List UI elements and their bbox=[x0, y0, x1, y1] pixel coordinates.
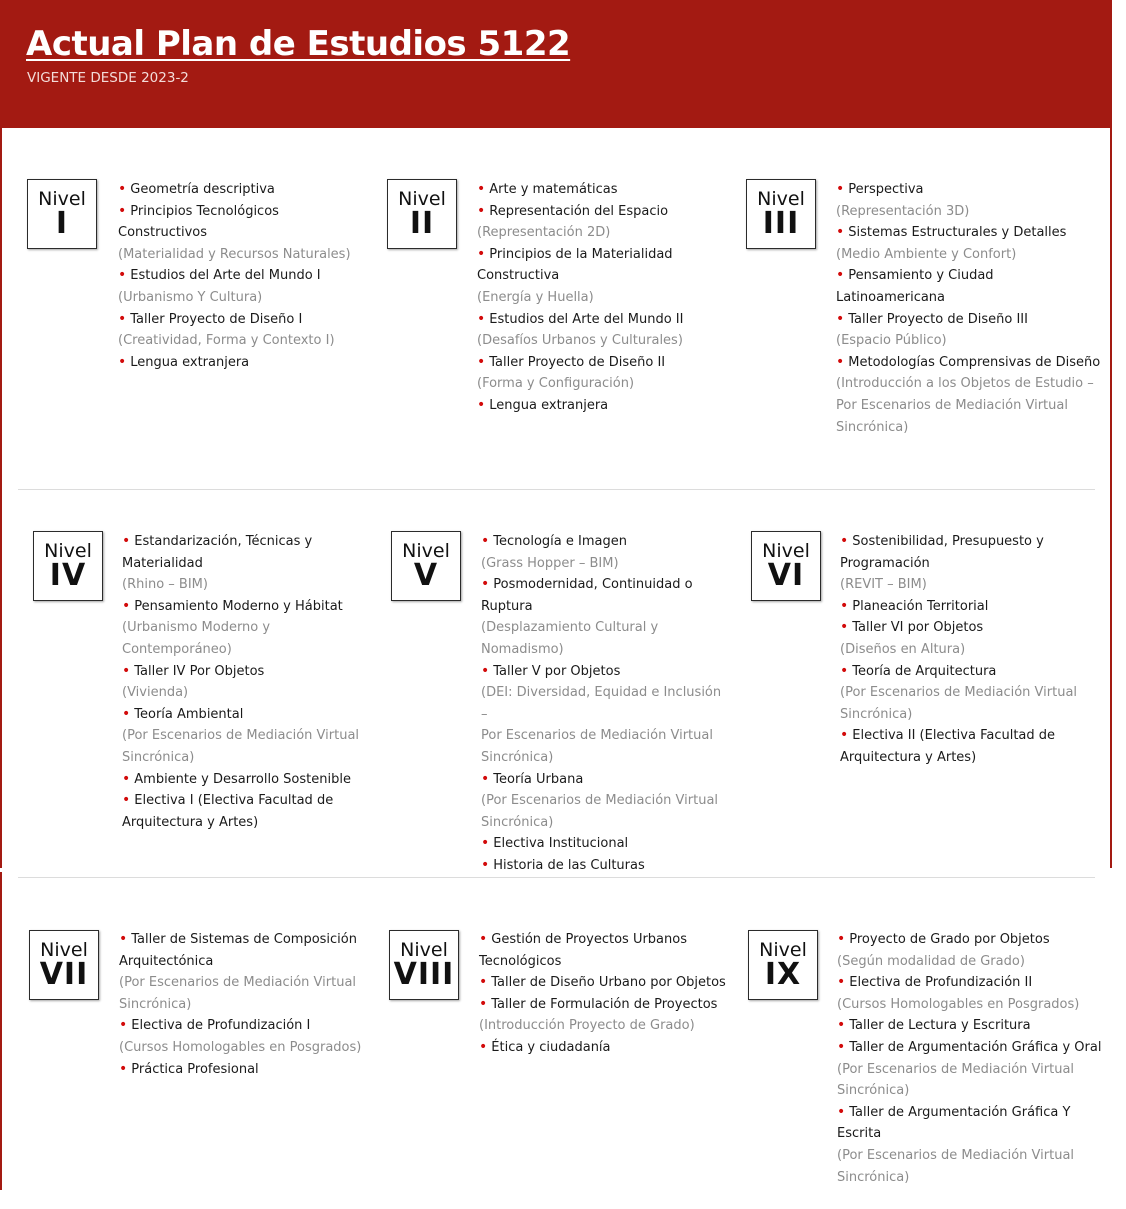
course-note bbox=[837, 1167, 1105, 1189]
course-item bbox=[118, 201, 368, 244]
course-item bbox=[122, 661, 367, 683]
course-text: Electiva de Profundización II bbox=[849, 975, 1033, 991]
course-item bbox=[840, 553, 1095, 575]
bullet-icon: • bbox=[481, 835, 490, 852]
bullet-icon: • bbox=[122, 662, 131, 679]
course-text: Taller Proyecto de Diseño II bbox=[489, 354, 666, 370]
course-note bbox=[122, 682, 367, 704]
course-text: (Urbanismo Moderno y bbox=[122, 620, 271, 636]
course-text: Planeación Territorial bbox=[852, 598, 989, 614]
course-text: (Grass Hopper – BIM) bbox=[481, 555, 619, 571]
bullet-icon: • bbox=[836, 310, 845, 327]
course-item bbox=[477, 395, 727, 417]
level-word: Nivel bbox=[762, 540, 810, 562]
course-item bbox=[118, 352, 368, 374]
course-list bbox=[840, 531, 1095, 769]
level-numeral: VIII bbox=[393, 957, 455, 992]
course-note bbox=[481, 725, 731, 747]
course-note bbox=[477, 373, 727, 395]
course-text: Sincrónica) bbox=[481, 814, 554, 830]
bullet-icon: • bbox=[122, 792, 131, 809]
course-text: (REVIT – BIM) bbox=[840, 577, 927, 593]
course-list bbox=[836, 179, 1104, 438]
course-text: Programación bbox=[840, 555, 930, 571]
course-text: Taller de Lectura y Escritura bbox=[849, 1018, 1031, 1034]
course-text: Taller Proyecto de Diseño I bbox=[130, 311, 303, 327]
course-note bbox=[477, 222, 727, 244]
course-text: Taller de Argumentación Gráfica Y bbox=[849, 1104, 1071, 1120]
level-numeral: I bbox=[55, 206, 69, 241]
course-text: (Representación 3D) bbox=[836, 203, 970, 219]
course-text: (Energía y Huella) bbox=[477, 289, 594, 305]
course-item bbox=[122, 790, 367, 812]
course-item bbox=[477, 201, 727, 223]
course-note bbox=[118, 330, 368, 352]
course-text: Electiva I (Electiva Facultad de bbox=[134, 793, 334, 809]
course-text: Sincrónica) bbox=[481, 749, 554, 765]
bullet-icon: • bbox=[118, 181, 127, 197]
course-text: Taller IV Por Objetos bbox=[134, 663, 265, 679]
level-badge bbox=[33, 531, 103, 601]
course-text: (Por Escenarios de Mediación Virtual bbox=[840, 685, 1078, 701]
frame-left-line-lower bbox=[0, 872, 2, 1190]
course-text: (Espacio Público) bbox=[836, 333, 947, 349]
course-note bbox=[122, 617, 367, 639]
level-numeral: II bbox=[409, 206, 435, 241]
bullet-icon: • bbox=[481, 856, 490, 873]
bullet-icon: • bbox=[118, 202, 127, 219]
course-item bbox=[118, 265, 368, 287]
course-text: (Forma y Configuración) bbox=[477, 376, 635, 392]
course-text: Arquitectónica bbox=[119, 953, 214, 969]
bullet-icon: • bbox=[481, 533, 490, 549]
course-note bbox=[837, 951, 1105, 973]
course-item bbox=[479, 1037, 729, 1059]
course-item bbox=[479, 994, 729, 1016]
course-item bbox=[477, 352, 727, 374]
course-text: (Vivienda) bbox=[122, 685, 189, 701]
course-text: Taller de Sistemas de Composición bbox=[131, 932, 357, 947]
bullet-icon: • bbox=[119, 1060, 128, 1077]
bullet-icon: • bbox=[477, 181, 486, 197]
bullet-icon: • bbox=[481, 576, 490, 593]
bullet-icon: • bbox=[840, 533, 849, 549]
bullet-icon: • bbox=[118, 353, 127, 370]
bullet-icon: • bbox=[119, 1017, 128, 1034]
course-text: Perspectiva bbox=[848, 182, 924, 197]
course-item bbox=[119, 929, 369, 951]
course-text: Principios de la Materialidad bbox=[489, 246, 673, 262]
course-text: Arquitectura y Artes) bbox=[840, 749, 977, 765]
bullet-icon: • bbox=[477, 245, 486, 262]
course-text: Constructiva bbox=[477, 268, 560, 284]
course-list bbox=[119, 929, 369, 1080]
page-title: Actual Plan de Estudios 5122 bbox=[26, 24, 571, 64]
course-text: Sistemas Estructurales y Detalles bbox=[848, 225, 1067, 241]
course-note bbox=[481, 790, 731, 812]
level-numeral: IX bbox=[764, 957, 802, 992]
bullet-icon: • bbox=[479, 974, 488, 991]
bullet-icon: • bbox=[837, 1038, 846, 1055]
course-item bbox=[479, 929, 729, 951]
course-note bbox=[840, 574, 1095, 596]
course-list bbox=[481, 531, 731, 877]
course-item bbox=[836, 287, 1104, 309]
course-text: Por Escenarios de Mediación Virtual bbox=[836, 397, 1068, 413]
course-item bbox=[479, 972, 729, 994]
course-text: Taller Proyecto de Diseño III bbox=[848, 311, 1028, 327]
course-text: (Creatividad, Forma y Contexto I) bbox=[118, 333, 335, 349]
course-text: (Desplazamiento Cultural y bbox=[481, 620, 659, 636]
course-note bbox=[836, 201, 1104, 223]
course-note bbox=[837, 1059, 1105, 1081]
course-item bbox=[119, 1059, 369, 1081]
course-item bbox=[837, 929, 1105, 951]
course-text: Latinoamericana bbox=[836, 289, 946, 305]
course-item bbox=[837, 1015, 1105, 1037]
course-text: Electiva de Profundización I bbox=[131, 1018, 311, 1034]
course-text: Estandarización, Técnicas y bbox=[134, 534, 313, 549]
bullet-icon: • bbox=[479, 931, 488, 947]
course-list bbox=[118, 179, 368, 373]
course-text: Taller VI por Objetos bbox=[852, 620, 984, 636]
bullet-icon: • bbox=[122, 597, 131, 614]
course-item bbox=[837, 972, 1105, 994]
course-note bbox=[122, 725, 367, 747]
course-text: Sincrónica) bbox=[122, 749, 195, 765]
course-item bbox=[477, 265, 727, 287]
course-item bbox=[119, 1015, 369, 1037]
course-text: Pensamiento Moderno y Hábitat bbox=[134, 598, 343, 614]
bullet-icon: • bbox=[122, 770, 131, 787]
course-note bbox=[118, 287, 368, 309]
page-subtitle: VIGENTE DESDE 2023-2 bbox=[27, 70, 189, 86]
course-item bbox=[477, 179, 727, 201]
course-text: Estudios del Arte del Mundo II bbox=[489, 311, 684, 327]
course-text: Lengua extranjera bbox=[130, 354, 250, 370]
course-item bbox=[122, 704, 367, 726]
course-item bbox=[836, 309, 1104, 331]
course-item bbox=[840, 725, 1095, 747]
course-item bbox=[122, 553, 367, 575]
course-note bbox=[840, 639, 1095, 661]
course-note bbox=[481, 812, 731, 834]
course-text: Representación del Espacio bbox=[489, 203, 669, 219]
bullet-icon: • bbox=[118, 310, 127, 327]
level-numeral: V bbox=[413, 558, 439, 593]
course-note bbox=[836, 373, 1104, 395]
course-note bbox=[122, 574, 367, 596]
course-text: (Introducción Proyecto de Grado) bbox=[479, 1018, 695, 1034]
bullet-icon: • bbox=[836, 181, 845, 197]
course-text: Historia de las Culturas bbox=[493, 857, 645, 873]
course-item bbox=[119, 951, 369, 973]
level-word: Nivel bbox=[398, 188, 446, 210]
course-item bbox=[836, 352, 1104, 374]
course-text: Geometría descriptiva bbox=[130, 182, 275, 197]
course-item bbox=[836, 179, 1104, 201]
frame-left-line bbox=[0, 128, 2, 868]
course-item bbox=[118, 179, 368, 201]
course-text: (Medio Ambiente y Confort) bbox=[836, 246, 1017, 262]
course-text: (Diseños en Altura) bbox=[840, 641, 966, 657]
level-word: Nivel bbox=[757, 188, 805, 210]
course-item bbox=[840, 617, 1095, 639]
course-text: (Por Escenarios de Mediación Virtual bbox=[122, 728, 360, 744]
course-note bbox=[119, 1037, 369, 1059]
course-text: Sincrónica) bbox=[837, 1083, 910, 1099]
course-text: Sostenibilidad, Presupuesto y bbox=[852, 534, 1044, 549]
course-note bbox=[481, 553, 731, 575]
course-text: Electiva II (Electiva Facultad de bbox=[852, 728, 1056, 744]
course-text: Arquitectura y Artes) bbox=[122, 814, 259, 830]
course-note bbox=[840, 682, 1095, 704]
bullet-icon: • bbox=[836, 224, 845, 241]
course-text: Práctica Profesional bbox=[131, 1061, 259, 1077]
course-list bbox=[479, 929, 729, 1059]
course-text: Taller V por Objetos bbox=[493, 663, 621, 679]
level-numeral: IV bbox=[49, 558, 87, 593]
course-text: Principios Tecnológicos Constructivos bbox=[118, 203, 279, 241]
bullet-icon: • bbox=[840, 662, 849, 679]
bullet-icon: • bbox=[840, 597, 849, 614]
course-text: Pensamiento y Ciudad bbox=[848, 268, 994, 284]
course-text: Sincrónica) bbox=[840, 706, 913, 722]
course-note bbox=[836, 244, 1104, 266]
header-banner bbox=[0, 0, 1112, 128]
course-text: (Por Escenarios de Mediación Virtual bbox=[119, 975, 357, 991]
course-text: Materialidad bbox=[122, 555, 203, 571]
level-word: Nivel bbox=[44, 540, 92, 562]
course-text: (Por Escenarios de Mediación Virtual bbox=[837, 1147, 1075, 1163]
bullet-icon: • bbox=[477, 396, 486, 413]
level-word: Nivel bbox=[759, 939, 807, 961]
divider bbox=[18, 489, 1095, 490]
course-item bbox=[481, 574, 731, 596]
course-text: (Urbanismo Y Cultura) bbox=[118, 289, 263, 305]
course-list bbox=[122, 531, 367, 833]
course-note bbox=[837, 1145, 1105, 1167]
course-text: Gestión de Proyectos Urbanos bbox=[491, 932, 687, 947]
course-note bbox=[837, 994, 1105, 1016]
course-text: (Materialidad y Recursos Naturales) bbox=[118, 246, 351, 262]
bullet-icon: • bbox=[837, 1103, 846, 1120]
course-text: Tecnológicos bbox=[479, 953, 562, 969]
bullet-icon: • bbox=[479, 995, 488, 1012]
course-note bbox=[840, 704, 1095, 726]
bullet-icon: • bbox=[481, 662, 490, 679]
course-text: (Representación 2D) bbox=[477, 225, 611, 241]
course-note bbox=[477, 330, 727, 352]
course-list bbox=[837, 929, 1105, 1188]
course-note bbox=[836, 395, 1104, 417]
course-text: Teoría Urbana bbox=[493, 771, 584, 787]
course-item bbox=[840, 596, 1095, 618]
course-text: Por Escenarios de Mediación Virtual bbox=[481, 728, 713, 744]
bullet-icon: • bbox=[477, 310, 486, 327]
course-item bbox=[836, 265, 1104, 287]
course-item bbox=[481, 596, 731, 618]
course-note bbox=[479, 1015, 729, 1037]
level-numeral: VII bbox=[39, 957, 89, 992]
course-text: Ambiente y Desarrollo Sostenible bbox=[134, 771, 351, 787]
course-note bbox=[481, 617, 731, 639]
course-text: (Por Escenarios de Mediación Virtual bbox=[481, 793, 719, 809]
level-badge bbox=[746, 179, 816, 249]
course-text: Lengua extranjera bbox=[489, 397, 609, 413]
level-badge bbox=[391, 531, 461, 601]
course-item bbox=[840, 661, 1095, 683]
course-text: Ética y ciudadanía bbox=[491, 1039, 611, 1055]
frame-right-line bbox=[1110, 128, 1112, 868]
bullet-icon: • bbox=[836, 353, 845, 370]
bullet-icon: • bbox=[119, 931, 128, 947]
course-item bbox=[477, 244, 727, 266]
level-badge bbox=[387, 179, 457, 249]
course-text: Posmodernidad, Continuidad o bbox=[493, 577, 693, 593]
course-text: Electiva Institucional bbox=[493, 836, 629, 852]
course-item bbox=[118, 309, 368, 331]
level-word: Nivel bbox=[38, 188, 86, 210]
bullet-icon: • bbox=[837, 931, 846, 947]
level-badge bbox=[751, 531, 821, 601]
course-note bbox=[122, 747, 367, 769]
bullet-icon: • bbox=[477, 202, 486, 219]
bullet-icon: • bbox=[840, 727, 849, 744]
bullet-icon: • bbox=[837, 974, 846, 991]
level-numeral: VI bbox=[767, 558, 805, 593]
level-numeral: III bbox=[762, 206, 800, 241]
course-text: Estudios del Arte del Mundo I bbox=[130, 268, 321, 284]
course-text: (Rhino – BIM) bbox=[122, 577, 208, 593]
course-item bbox=[122, 531, 367, 553]
course-text: Sincrónica) bbox=[119, 996, 192, 1012]
bullet-icon: • bbox=[122, 533, 131, 549]
level-badge bbox=[27, 179, 97, 249]
course-item bbox=[481, 769, 731, 791]
level-word: Nivel bbox=[402, 540, 450, 562]
course-item bbox=[837, 1102, 1105, 1124]
course-item bbox=[481, 855, 731, 877]
course-note bbox=[837, 1080, 1105, 1102]
course-item bbox=[840, 747, 1095, 769]
course-text: Proyecto de Grado por Objetos bbox=[849, 932, 1050, 947]
course-note bbox=[122, 639, 367, 661]
level-word: Nivel bbox=[400, 939, 448, 961]
course-list bbox=[477, 179, 727, 417]
course-text: Teoría de Arquitectura bbox=[852, 663, 997, 679]
course-item bbox=[122, 769, 367, 791]
course-item bbox=[481, 833, 731, 855]
course-item bbox=[837, 1123, 1105, 1145]
course-note bbox=[481, 682, 731, 725]
course-item bbox=[481, 531, 731, 553]
course-text: (Según modalidad de Grado) bbox=[837, 953, 1025, 969]
level-badge bbox=[29, 930, 99, 1000]
level-word: Nivel bbox=[40, 939, 88, 961]
course-text: Taller de Diseño Urbano por Objetos bbox=[491, 975, 726, 991]
course-item bbox=[836, 222, 1104, 244]
level-badge bbox=[389, 930, 459, 1000]
course-text: (Desafíos Urbanos y Culturales) bbox=[477, 333, 683, 349]
course-note bbox=[481, 747, 731, 769]
course-item bbox=[481, 661, 731, 683]
course-text: (Cursos Homologables en Posgrados) bbox=[119, 1039, 362, 1055]
course-text: Ruptura bbox=[481, 598, 533, 614]
course-item bbox=[122, 812, 367, 834]
divider bbox=[18, 877, 1095, 878]
course-note bbox=[836, 330, 1104, 352]
course-text: Tecnología e Imagen bbox=[493, 534, 627, 549]
course-text: Contemporáneo) bbox=[122, 641, 232, 657]
course-text: Taller de Argumentación Gráfica y Oral bbox=[849, 1039, 1102, 1055]
bullet-icon: • bbox=[479, 1038, 488, 1055]
course-text: (Introducción a los Objetos de Estudio – bbox=[836, 376, 1094, 392]
course-item bbox=[840, 531, 1095, 553]
course-item bbox=[122, 596, 367, 618]
course-item bbox=[837, 1037, 1105, 1059]
course-text: Nomadismo) bbox=[481, 641, 564, 657]
bullet-icon: • bbox=[122, 705, 131, 722]
bullet-icon: • bbox=[118, 267, 127, 284]
course-text: Metodologías Comprensivas de Diseño bbox=[848, 354, 1101, 370]
course-text: (Por Escenarios de Mediación Virtual bbox=[837, 1061, 1075, 1077]
course-note bbox=[477, 287, 727, 309]
bullet-icon: • bbox=[840, 619, 849, 636]
course-text: Teoría Ambiental bbox=[134, 706, 244, 722]
course-text: Sincrónica) bbox=[837, 1169, 910, 1185]
course-note bbox=[481, 639, 731, 661]
bullet-icon: • bbox=[477, 353, 486, 370]
level-badge bbox=[748, 930, 818, 1000]
course-text: (Cursos Homologables en Posgrados) bbox=[837, 996, 1080, 1012]
course-item bbox=[479, 951, 729, 973]
course-text: Escrita bbox=[837, 1126, 882, 1142]
course-text: Arte y matemáticas bbox=[489, 182, 618, 197]
bullet-icon: • bbox=[836, 267, 845, 284]
bullet-icon: • bbox=[481, 770, 490, 787]
course-note bbox=[119, 994, 369, 1016]
course-text: Sincrónica) bbox=[836, 419, 909, 435]
course-text: Taller de Formulación de Proyectos bbox=[491, 996, 718, 1012]
course-note bbox=[119, 972, 369, 994]
course-note bbox=[836, 417, 1104, 439]
course-text: (DEI: Diversidad, Equidad e Inclusión – bbox=[481, 685, 722, 722]
course-note bbox=[118, 244, 368, 266]
course-item bbox=[477, 309, 727, 331]
bullet-icon: • bbox=[837, 1017, 846, 1034]
